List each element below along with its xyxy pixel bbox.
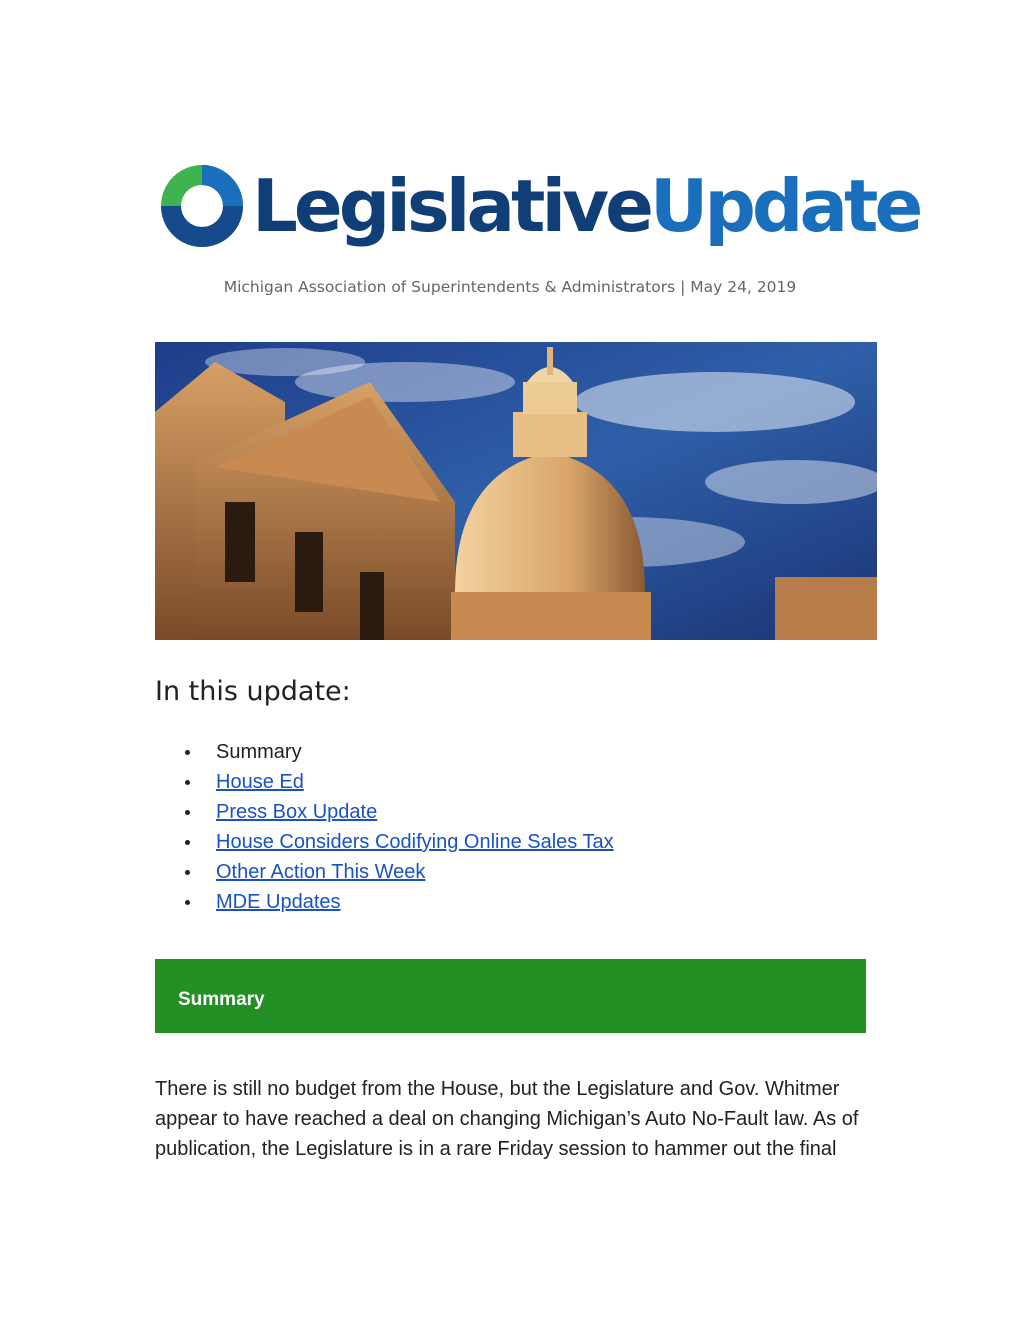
tagline: Michigan Association of Superintendents & Administrators | May 24, 2019 <box>223 278 797 296</box>
toc-item-online-sales-tax <box>185 827 614 857</box>
logo-wordmark <box>252 163 920 248</box>
toc-item-mde-updates <box>185 887 614 917</box>
toc-item-other-action <box>185 857 614 887</box>
hero-image <box>155 342 877 640</box>
capitol-dome-photo-icon <box>155 342 877 640</box>
toc-item-press-box <box>185 797 614 827</box>
summary-body-text: There is still no budget from the House, but the Legislature and Gov. Whitmer appear to have reached a deal on changing Michigan’s Auto No-Fault law. As of publication, the Legislature is in a rare Friday session to hammer out the final <box>155 1078 859 1160</box>
toc-link-mde-updates[interactable]: MDE Updates <box>216 891 341 913</box>
toc-link-house-ed[interactable]: House Ed <box>216 771 304 793</box>
summary-banner <box>155 959 866 1033</box>
toc-link-online-sales-tax[interactable]: House Considers Codifying Online Sales Tax <box>216 831 614 853</box>
summary-banner-label: Summary <box>178 989 265 1010</box>
legislative-update-logo <box>160 158 920 253</box>
logo-word-update: Update <box>649 163 920 248</box>
toc-list <box>185 737 614 917</box>
logo-ring-icon <box>160 164 244 248</box>
toc-item-house-ed <box>185 767 614 797</box>
toc-item-summary <box>185 737 614 767</box>
toc-link-other-action[interactable]: Other Action This Week <box>216 861 426 883</box>
toc-link-press-box-update[interactable]: Press Box Update <box>216 801 378 823</box>
toc-heading: In this update: <box>155 676 351 707</box>
logo-word-legislative: Legislative <box>252 163 650 248</box>
toc-item-label: Summary <box>216 741 302 763</box>
